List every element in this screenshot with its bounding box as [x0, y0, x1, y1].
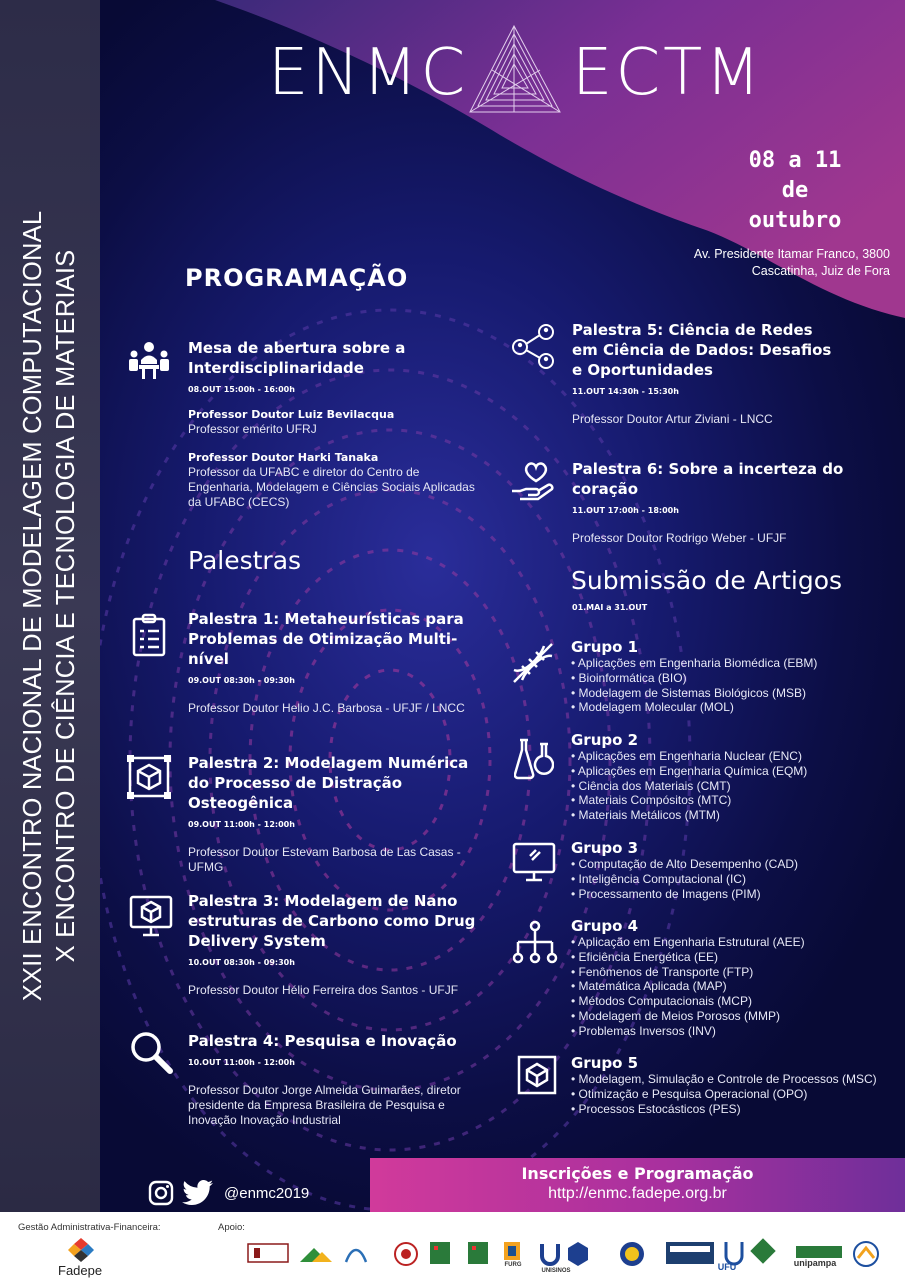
palestra-speaker: Professor Doutor Rodrigo Weber - UFJF — [572, 531, 787, 545]
group-topic: • Materiais Compósitos (MTC) — [571, 793, 891, 808]
palestra-1 — [188, 609, 468, 716]
sponsor-unipampa: unipampa — [793, 1258, 837, 1268]
palestra-5 — [572, 320, 842, 427]
group-topic-list — [571, 935, 891, 1039]
palestra-title: Palestra 1: Metaheurísticas para Problemas de Otimização Multi-nível — [188, 610, 464, 668]
sidebar-line-1: XXII ENCONTRO NACIONAL DE MODELAGEM COMPUTACIONAL — [19, 210, 47, 1002]
sponsor-logo-icon — [750, 1238, 775, 1263]
palestra-title: Palestra 6: Sobre a incerteza do coração — [572, 460, 844, 498]
sponsor-logo-icon — [666, 1242, 714, 1264]
group-topic: • Inteligência Computacional (IC) — [571, 872, 891, 887]
sidebar-line-2: X ENCONTRO DE CIÊNCIA E TECNOLOGIA DE MATERIAIS — [52, 249, 80, 963]
group-topic: • Eficiência Energética (EE) — [571, 950, 891, 965]
group-topic: • Aplicações em Engenharia Química (EQM) — [571, 764, 891, 779]
submissao-dates: 01.MAI a 31.OUT — [572, 603, 648, 612]
palestra-3 — [188, 891, 483, 998]
opening-speaker1-desc: Professor emérito UFRJ — [188, 422, 317, 436]
sponsor-logo-icon — [726, 1242, 742, 1264]
group-topic: • Processos Estocásticos (PES) — [571, 1102, 891, 1117]
palestra-time: 09.OUT 08:30h - 09:30h — [188, 676, 295, 685]
date-line-1: 08 a 11 — [748, 148, 842, 173]
sponsor-logo-icon — [796, 1246, 842, 1258]
group-topic: • Problemas Inversos (INV) — [571, 1024, 891, 1039]
gestao-label: Gestão Administrativa-Financeira: — [18, 1222, 161, 1233]
computer-monitor-icon — [512, 842, 556, 882]
banner-title: Inscrições e Programação — [521, 1164, 754, 1183]
palestra-title: Palestra 3: Modelagem de Nano estruturas de Carbono como Drug Delivery System — [188, 892, 476, 950]
palestra-title: Palestra 5: Ciência de Redes em Ciência de Dados: Desafios e Oportunidades — [572, 321, 832, 379]
palestra-title: Palestra 4: Pesquisa e Inovação — [188, 1032, 457, 1050]
grupo-5 — [571, 1054, 891, 1116]
group-topic: • Fenômenos de Transporte (FTP) — [571, 965, 891, 980]
apoio-label: Apoio: — [218, 1222, 245, 1233]
registration-banner[interactable] — [370, 1158, 905, 1212]
clipboard-icon — [132, 613, 166, 657]
sponsor-logo-icon — [430, 1242, 450, 1264]
palestra-4 — [188, 1031, 478, 1128]
palestra-title: Palestra 2: Modelagem Numérica do Processo de Distração Osteogênica — [188, 754, 469, 812]
group-topic: • Ciência dos Materiais (CMT) — [571, 779, 891, 794]
palestra-speaker: Professor Doutor Helio J.C. Barbosa - UFJF / LNCC — [188, 701, 465, 715]
twitter-icon[interactable] — [182, 1180, 214, 1206]
opening-time: 08.OUT 15:00h - 16:00h — [188, 385, 295, 394]
programacao-heading: PROGRAMAÇÃO — [185, 264, 409, 292]
group-title: Grupo 2 — [571, 731, 639, 749]
instagram-icon[interactable] — [148, 1180, 174, 1206]
group-title: Grupo 4 — [571, 917, 639, 935]
sponsor-logo-icon — [346, 1250, 366, 1262]
logo-enmc: ENMC — [268, 36, 469, 110]
event-date — [700, 146, 890, 236]
sidebar-title — [17, 56, 83, 1156]
group-topic-list — [571, 1072, 891, 1116]
palestra-time: 09.OUT 11:00h - 12:00h — [188, 820, 295, 829]
group-topic: • Computação de Alto Desempenho (CAD) — [571, 857, 891, 872]
group-topic: • Modelagem Molecular (MOL) — [571, 700, 891, 715]
sidebar — [0, 0, 100, 1212]
date-line-3: outubro — [748, 208, 842, 233]
fadepe-logo-icon — [68, 1238, 94, 1262]
flask-icon — [514, 738, 554, 780]
palestra-time: 11.OUT 14:30h - 15:30h — [572, 387, 679, 396]
sponsor-unisinos: UNISINOS — [541, 1268, 571, 1274]
meeting-icon — [128, 340, 170, 380]
group-topic: • Modelagem de Meios Porosos (MMP) — [571, 1009, 891, 1024]
group-topic-list — [571, 656, 891, 715]
monitor-cube-icon — [129, 894, 173, 938]
event-address — [650, 246, 890, 280]
group-topic: • Aplicações em Engenharia Biomédica (EBM) — [571, 656, 891, 671]
group-title: Grupo 1 — [571, 638, 639, 656]
palestra-speaker: Professor Doutor Estevam Barbosa de Las Casas - UFMG — [188, 845, 461, 874]
palestra-time: 10.OUT 11:00h - 12:00h — [188, 1058, 295, 1067]
sponsor-logo-icon — [620, 1242, 644, 1266]
grupo-1 — [571, 638, 891, 715]
dna-icon — [510, 640, 556, 686]
address-line-2: Cascatinha, Juiz de Fora — [751, 264, 890, 278]
process-cube-icon — [516, 1054, 558, 1096]
address-line-1: Av. Presidente Itamar Franco, 3800 — [693, 247, 890, 261]
opening-title: Mesa de abertura sobre a Interdisciplinaridade — [188, 339, 406, 377]
grupo-2 — [571, 731, 891, 823]
sponsor-ufu: UFU — [717, 1262, 737, 1272]
group-topic: • Matemática Aplicada (MAP) — [571, 979, 891, 994]
palestra-2 — [188, 753, 473, 875]
grupo-3 — [571, 839, 891, 901]
cube-model-icon — [127, 755, 171, 799]
group-topic: • Modelagem, Simulação e Controle de Processos (MSC) — [571, 1072, 891, 1087]
palestra-speaker: Professor Doutor Artur Ziviani - LNCC — [572, 412, 773, 426]
sponsor-logo-icon — [854, 1242, 878, 1266]
group-topic: • Materiais Metálicos (MTM) — [571, 808, 891, 823]
banner-url[interactable]: http://enmc.fadepe.org.br — [548, 1185, 727, 1202]
palestra-6 — [572, 459, 852, 546]
submissao-heading: Submissão de Artigos — [571, 566, 843, 595]
search-icon — [129, 1030, 173, 1074]
sponsor-logo-icon — [542, 1244, 558, 1264]
opening-session — [188, 338, 478, 510]
palestra-time: 10.OUT 08:30h - 09:30h — [188, 958, 295, 967]
sponsor-logo-icon — [395, 1243, 417, 1265]
group-topic: • Bioinformática (BIO) — [571, 671, 891, 686]
sponsor-logo-icon — [504, 1242, 520, 1260]
opening-speaker2-desc: Professor da UFABC e diretor do Centro de Engenharia, Modelagem e Ciências Sociais Aplicadas da UFABC (CECS) — [188, 465, 475, 509]
group-topic: • Modelagem de Sistemas Biológicos (MSB) — [571, 686, 891, 701]
opening-speaker2-name: Professor Doutor Harki Tanaka — [188, 451, 379, 464]
sponsor-logo-icon — [468, 1242, 488, 1264]
fadepe-label: Fadepe — [58, 1263, 103, 1278]
group-title: Grupo 3 — [571, 839, 639, 857]
sponsor-logo-icon — [568, 1242, 588, 1266]
sponsor-logo-icon — [248, 1244, 288, 1262]
grupo-4 — [571, 917, 891, 1039]
palestra-time: 11.OUT 17:00h - 18:00h — [572, 506, 679, 515]
logo-ectm: ECTM — [572, 36, 764, 110]
palestras-heading: Palestras — [188, 546, 302, 575]
sponsor-logo-icon — [300, 1248, 332, 1262]
group-topic-list — [571, 857, 891, 901]
group-topic: • Métodos Computacionais (MCP) — [571, 994, 891, 1009]
org-chart-icon — [512, 920, 558, 964]
palestra-speaker: Professor Doutor Jorge Almeida Guimarães, diretor presidente da Empresa Brasileira de Pesquisa e Inovação Inovação Industrial — [188, 1083, 461, 1127]
social-handle[interactable]: @enmc2019 — [224, 1184, 310, 1202]
opening-speaker1-name: Professor Doutor Luiz Bevilacqua — [188, 408, 395, 421]
group-title: Grupo 5 — [571, 1054, 639, 1072]
group-topic: • Processamento de Imagens (PIM) — [571, 887, 891, 902]
social-links — [148, 1180, 309, 1206]
heart-hand-icon — [510, 461, 554, 503]
group-topic: • Aplicação em Engenharia Estrutural (AEE) — [571, 935, 891, 950]
group-topic: • Otimização e Pesquisa Operacional (OPO) — [571, 1087, 891, 1102]
group-topic: • Aplicações em Engenharia Nuclear (ENC) — [571, 749, 891, 764]
group-topic-list — [571, 749, 891, 823]
date-line-2: de — [781, 178, 809, 203]
sponsor-furg: FURG — [504, 1262, 522, 1268]
palestra-speaker: Professor Doutor Hélio Ferreira dos Santos - UFJF — [188, 983, 459, 997]
network-users-icon — [510, 323, 558, 369]
